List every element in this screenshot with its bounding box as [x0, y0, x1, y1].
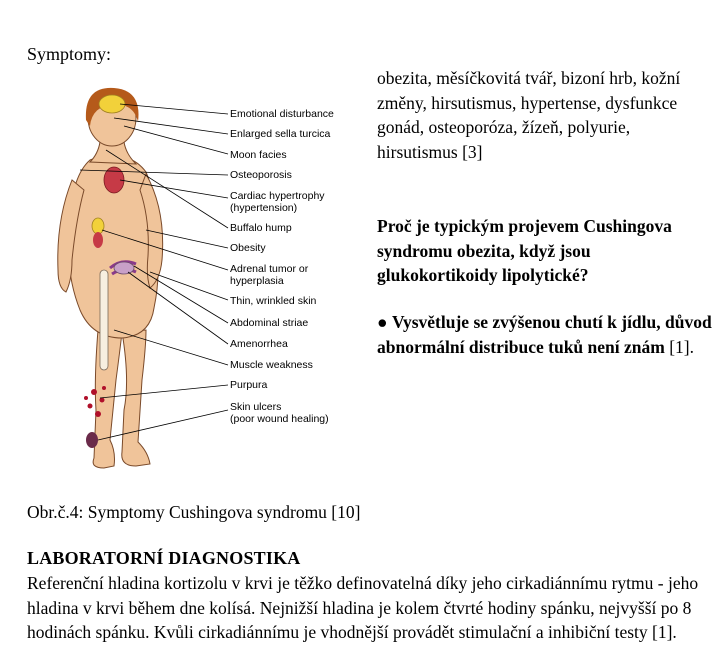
label-abdominal-striae: Abdominal striae	[230, 317, 309, 329]
cushing-figure	[50, 80, 350, 480]
section-heading: LABORATORNÍ DIAGNOSTIKA	[27, 548, 301, 568]
label-muscle-weakness: Muscle weakness	[230, 359, 313, 371]
label-moon-facies: Moon facies	[230, 149, 287, 161]
cushing-illustration	[50, 80, 350, 480]
label-obesity: Obesity	[230, 242, 266, 254]
body-silhouette	[58, 88, 163, 468]
label-amenorrhea: Amenorrhea	[230, 338, 288, 350]
section-paragraph: Referenční hladina kortizolu v krvi je těžko definovatelná díky jeho cirkadiánnímu rytmu - jeho hladina v krvi během dne kolísá. Nejnižší hladina je kolem čtvrté hodiny spánku, nejvyšší po 8 hodinách spánku. Kvůli cirkadiánnímu je vhodnější provádět stimulační a inhibiční testy [1].	[27, 573, 699, 642]
answer-bold: Vysvětluje se zvýšenou chutí k jídlu, důvod abnormální distribuce tuků není znám	[377, 312, 712, 357]
bullet-icon: ●	[377, 312, 388, 332]
adrenal-gland-icon	[92, 218, 104, 234]
symptom-list-text: obezita, měsíčkovitá tvář, bizoní hrb, kožní změny, hirsutismus, hypertense, dysfunkce gonád, osteoporóza, žízeň, polyurie, hirsutismus [3]	[377, 68, 681, 162]
label-buffalo-hump: Buffalo hump	[230, 222, 292, 234]
label-cardiac-hypertrophy: Cardiac hypertrophy	[230, 190, 325, 202]
label-skin-ulcers: Skin ulcers	[230, 401, 282, 413]
label-purpura: Purpura	[230, 379, 268, 391]
answer-text	[377, 310, 712, 359]
label-hyperplasia: hyperplasia	[230, 275, 284, 287]
label-enlarged-sella-turcica: Enlarged sella turcica	[230, 128, 331, 140]
label-poor-wound-healing: (poor wound healing)	[230, 413, 329, 425]
label-emotional-disturbance: Emotional disturbance	[230, 108, 334, 120]
label-osteoporosis: Osteoporosis	[230, 169, 292, 181]
answer-reference: [1].	[669, 336, 694, 357]
kidney-icon	[93, 232, 103, 248]
uterus-icon	[114, 262, 134, 274]
question-text: Proč je typickým projevem Cushingova syndromu obezita, když jsou glukokortikoidy lipolytické?	[377, 216, 672, 285]
label-adrenal-tumor: Adrenal tumor or	[230, 263, 309, 275]
label-hypertension: (hypertension)	[230, 202, 298, 214]
symptoms-heading: Symptomy:	[27, 44, 112, 64]
figure-caption: Obr.č.4: Symptomy Cushingova syndromu [10]	[27, 502, 361, 522]
label-thin-wrinkled-skin: Thin, wrinkled skin	[230, 295, 317, 307]
skin-ulcer-icon	[86, 432, 98, 448]
